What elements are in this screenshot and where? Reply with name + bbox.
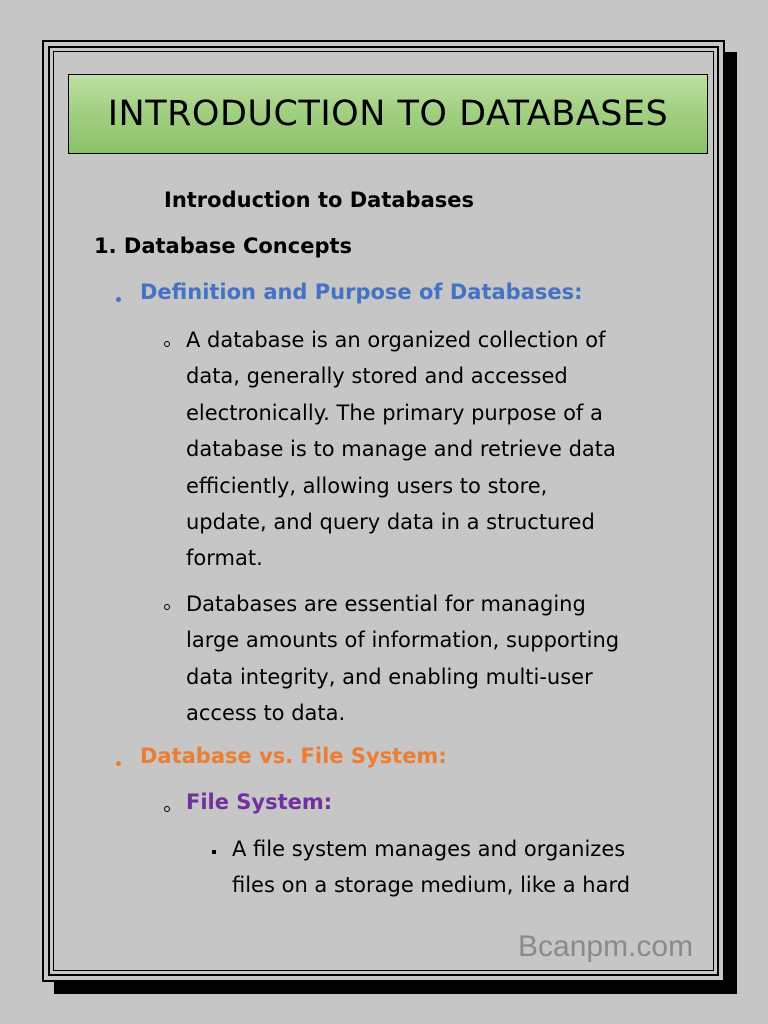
text-line: Databases are essential for managing <box>186 592 586 616</box>
subtitle: Introduction to Databases <box>164 188 474 212</box>
file-system-heading: File System: <box>186 790 333 814</box>
text-line: format. <box>186 546 263 571</box>
title-banner <box>68 74 708 154</box>
text-line: A file system manages and organizes <box>232 837 626 861</box>
bullet-dot-icon <box>116 761 121 766</box>
page-title: INTRODUCTION TO DATABASES <box>107 94 669 134</box>
comparison-heading: Database vs. File System: <box>140 744 447 768</box>
square-bullet-icon <box>212 850 216 854</box>
circle-bullet-icon <box>164 806 170 812</box>
text-line: electronically. The primary purpose of a <box>186 400 603 425</box>
text-line: update, and query data in a structured <box>186 510 595 535</box>
circle-bullet-icon <box>164 341 170 347</box>
text-line: data integrity, and enabling multi-user <box>186 664 593 689</box>
text-line: database is to manage and retrieve data <box>186 437 616 462</box>
text-line: A database is an organized collection of <box>186 328 606 352</box>
section-heading: 1. Database Concepts <box>94 234 353 258</box>
text-line: files on a storage medium, like a hard <box>232 873 631 898</box>
slide-page <box>42 40 725 982</box>
text-line: data, generally stored and accessed <box>186 364 568 389</box>
text-line: access to data. <box>186 701 346 726</box>
file-system-paragraph <box>232 831 630 904</box>
circle-bullet-icon <box>164 604 170 610</box>
definition-paragraph-1 <box>186 322 616 577</box>
bullet-dot-icon <box>116 297 121 302</box>
text-line: large amounts of information, supporting <box>186 628 620 653</box>
text-line: efficiently, allowing users to store, <box>186 473 548 498</box>
watermark: Bcanpm.com <box>518 930 694 963</box>
definition-paragraph-2 <box>186 586 619 732</box>
definition-heading: Definition and Purpose of Databases: <box>140 280 583 304</box>
